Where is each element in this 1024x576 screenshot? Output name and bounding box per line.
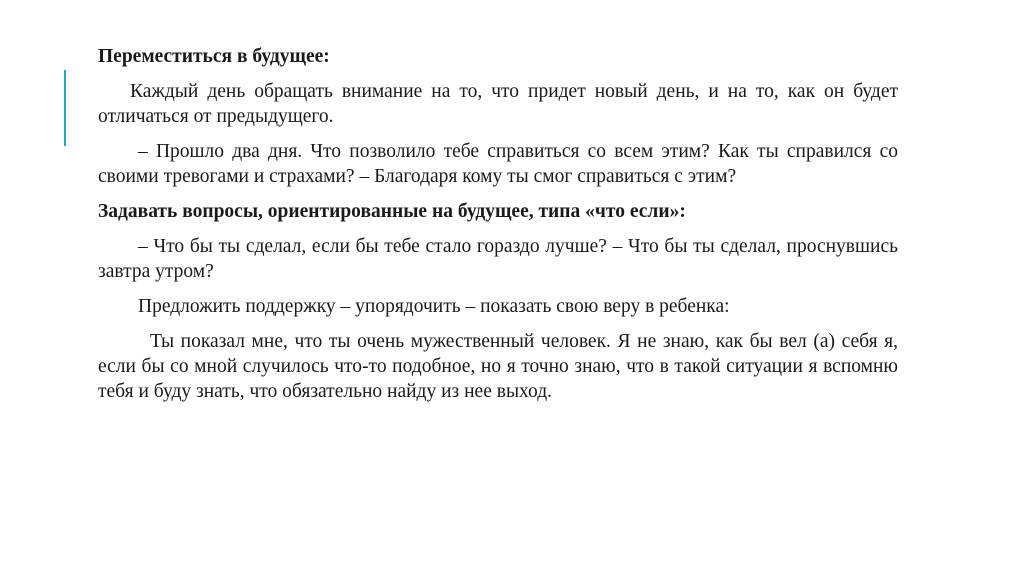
paragraph-offer-support: Предложить поддержку – упорядочить – показать свою веру в ребенка:	[138, 296, 730, 317]
paragraph-two-days-passed: – Прошло два дня. Что позволило тебе справиться со всем этим? Как ты справился со своими тревогами и страхами? – Благодаря кому ты смог справиться с этим?	[98, 141, 898, 187]
paragraph-what-would-you-do: – Что бы ты сделал, если бы тебе стало гораздо лучше? – Что бы ты сделал, проснувшись завтра утром?	[98, 236, 898, 282]
heading-move-to-future: Переместиться в будущее:	[98, 46, 330, 67]
accent-bar	[64, 70, 66, 146]
paragraph-daily-attention: Каждый день обращать внимание на то, что придет новый день, и на то, как он будет отличаться от предыдущего.	[98, 81, 898, 127]
heading-what-if-questions: Задавать вопросы, ориентированные на будущее, типа «что если»:	[98, 201, 686, 222]
slide-content	[98, 44, 898, 414]
paragraph-courage-statement: Ты показал мне, что ты очень мужественный человек. Я не знаю, как бы вел (а) себя я, если бы со мной случилось что-то подобное, но я точно знаю, что в такой ситуации я вспомню тебя и буду знать, что обязательно найду из нее выход.	[98, 331, 898, 402]
